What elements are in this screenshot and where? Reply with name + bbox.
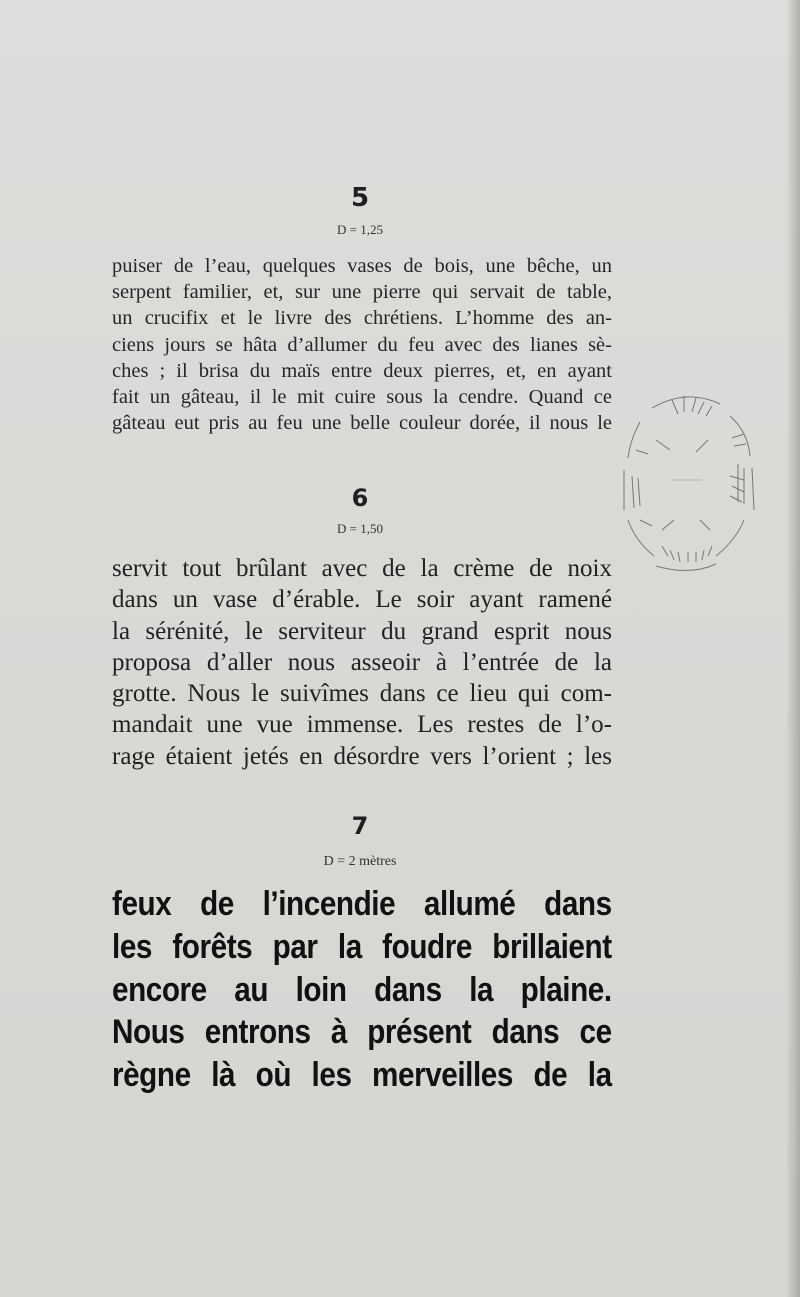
astigmatism-dial-drawing [612,380,762,580]
text-line: ches ; il brisa du maïs entre deux pierres, et, en ayant [112,359,612,382]
distance-label-6: D = 1,50 [337,521,383,536]
text-line: proposa d’aller nous asseoir à l’entrée de la [112,648,612,676]
text-line: un crucifix et le livre des chrétiens. L’homme des an- [112,307,612,330]
section-number-6: 6 [351,484,369,512]
text-line: feux de l’incendie allumé dans [112,885,612,923]
text-line: servit tout brûlant avec de la crème de noix [112,555,612,582]
text-line: ciens jours se hâta d’allumer du feu avec des lianes sè- [112,333,612,356]
section-number-5: 5 [350,183,370,213]
paragraph-7 [112,883,612,1097]
text-line: règne là où les merveilles de la [112,1056,612,1095]
text-line: la sérénité, le serviteur du grand esprit nous [112,617,612,645]
paragraph-5 [112,253,612,436]
page-edge-shadow [786,0,800,1297]
text-line: fait un gâteau, il le mit cuire sous la cendre. Quand ce [112,386,612,409]
text-line: Nous entrons à présent dans ce [112,1013,612,1052]
distance-label-7: D = 2 mètres [323,854,397,869]
text-line: rage étaient jetés en désordre vers l’orient ; les [112,742,612,770]
text-line: puiser de l’eau, quelques vases de bois, une bêche, un [112,255,612,277]
text-line: serpent familier, et, sur une pierre qui servait de table, [112,281,612,304]
text-line: grotte. Nous le suivîmes dans ce lieu qui com- [112,680,612,708]
text-line: encore au loin dans la plaine. [112,970,612,1009]
text-line: mandait une vue immense. Les restes de l’o- [112,711,612,739]
paragraph-6 [112,553,612,772]
text-line: les forêts par la foudre brillaient [112,927,612,966]
distance-label-5: D = 1,25 [337,222,383,237]
text-line: dans un vase d’érable. Le soir ayant ramené [112,586,612,614]
text-line: gâteau eut pris au feu une belle couleur dorée, il nous le [112,412,612,435]
section-number-7: 7 [351,812,369,840]
